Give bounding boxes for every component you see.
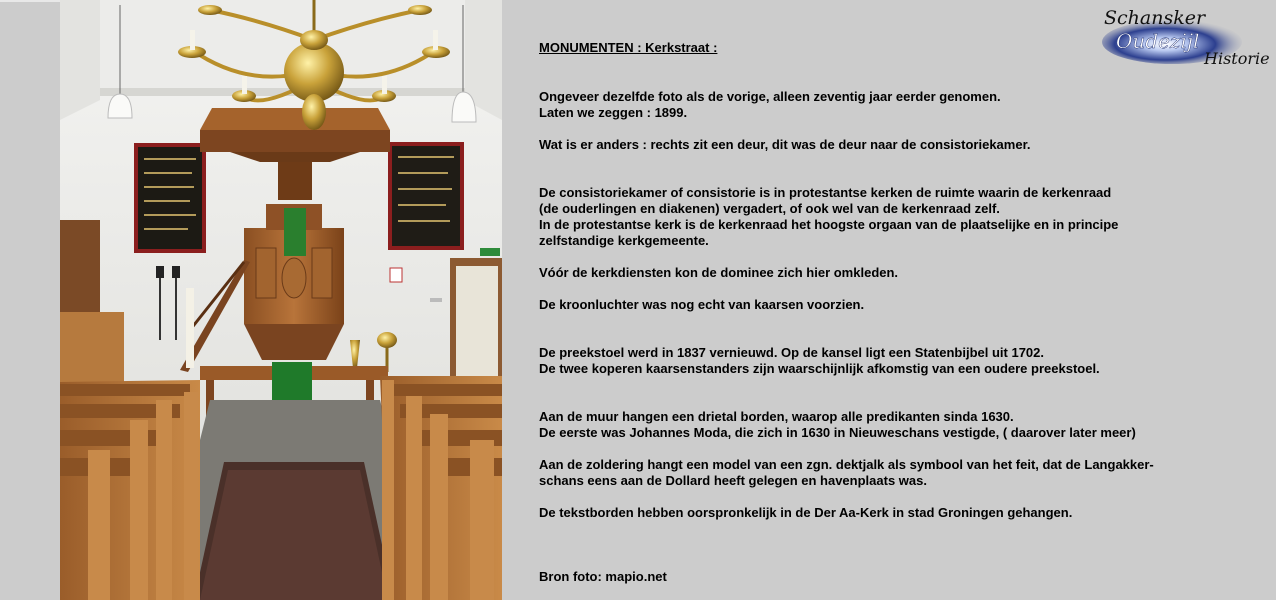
paragraph-line: (de ouderlingen en diakenen) vergadert, of ook wel van de kerkenraad zelf. (539, 201, 1000, 216)
paragraph-line: Wat is er anders : rechts zit een deur, dit was de deur naar de consistoriekamer. (539, 137, 1031, 152)
paragraph-line: Vóór de kerkdiensten kon de dominee zich hier omkleden. (539, 265, 899, 280)
logo-text-line2: Oudezijl (1116, 29, 1200, 53)
paragraph-line: De tekstborden hebben oorspronkelijk in de Der Aa-Kerk in stad Groningen gehangen. (539, 505, 1073, 520)
paragraph-line: Aan de zoldering hangt een model van een zgn. dektjalk als symbool van het feit, dat de Langakker- (539, 457, 1154, 472)
paragraph-line: De consistoriekamer of consistorie is in protestantse kerken de ruimte waarin de kerkenraad (539, 185, 1112, 200)
article-text (539, 40, 1259, 585)
paragraph-line: Bron foto: mapio.net (539, 569, 667, 584)
article-paragraph (539, 265, 1259, 281)
article-paragraph (539, 409, 1259, 441)
article-paragraph (539, 345, 1259, 377)
paragraph-line: De eerste was Johannes Moda, die zich in 1630 in Nieuweschans vestigde, ( daarover later meer) (539, 425, 1136, 440)
article-paragraph (539, 505, 1259, 521)
article-paragraph (539, 89, 1259, 121)
article-paragraphs (539, 89, 1259, 585)
article-paragraph (539, 137, 1259, 153)
article-paragraph (539, 457, 1259, 489)
paragraph-line: Aan de muur hangen een drietal borden, waarop alle predikanten sinda 1630. (539, 409, 1014, 424)
church-interior-photo (60, 0, 502, 600)
paragraph-line: zelfstandige kerkgemeente. (539, 233, 709, 248)
paragraph-line: Laten we zeggen : 1899. (539, 105, 688, 120)
paragraph-line: In de protestantse kerk is de kerkenraad het hoogste orgaan van de plaatselijke en in principe (539, 217, 1119, 232)
article-paragraph (539, 569, 1259, 585)
paragraph-line: De twee koperen kaarsenstanders zijn waarschijnlijk afkomstig van een oudere preekstoel. (539, 361, 1100, 376)
logo-text-line1: Schansker (1104, 7, 1206, 29)
article-paragraph (539, 297, 1259, 313)
top-edge-line (0, 0, 60, 2)
page-heading: MONUMENTEN : Kerkstraat : (539, 40, 718, 55)
logo-text-line3: Historie (1204, 49, 1270, 68)
paragraph-line: schans eens aan de Dollard heeft gelegen en havenplaats was. (539, 473, 927, 488)
paragraph-line: Ongeveer dezelfde foto als de vorige, alleen zeventig jaar eerder genomen. (539, 89, 1001, 104)
paragraph-line: De preekstoel werd in 1837 vernieuwd. Op de kansel ligt een Statenbijbel uit 1702. (539, 345, 1045, 360)
article-paragraph (539, 185, 1259, 249)
paragraph-line: De kroonluchter was nog echt van kaarsen voorzien. (539, 297, 865, 312)
